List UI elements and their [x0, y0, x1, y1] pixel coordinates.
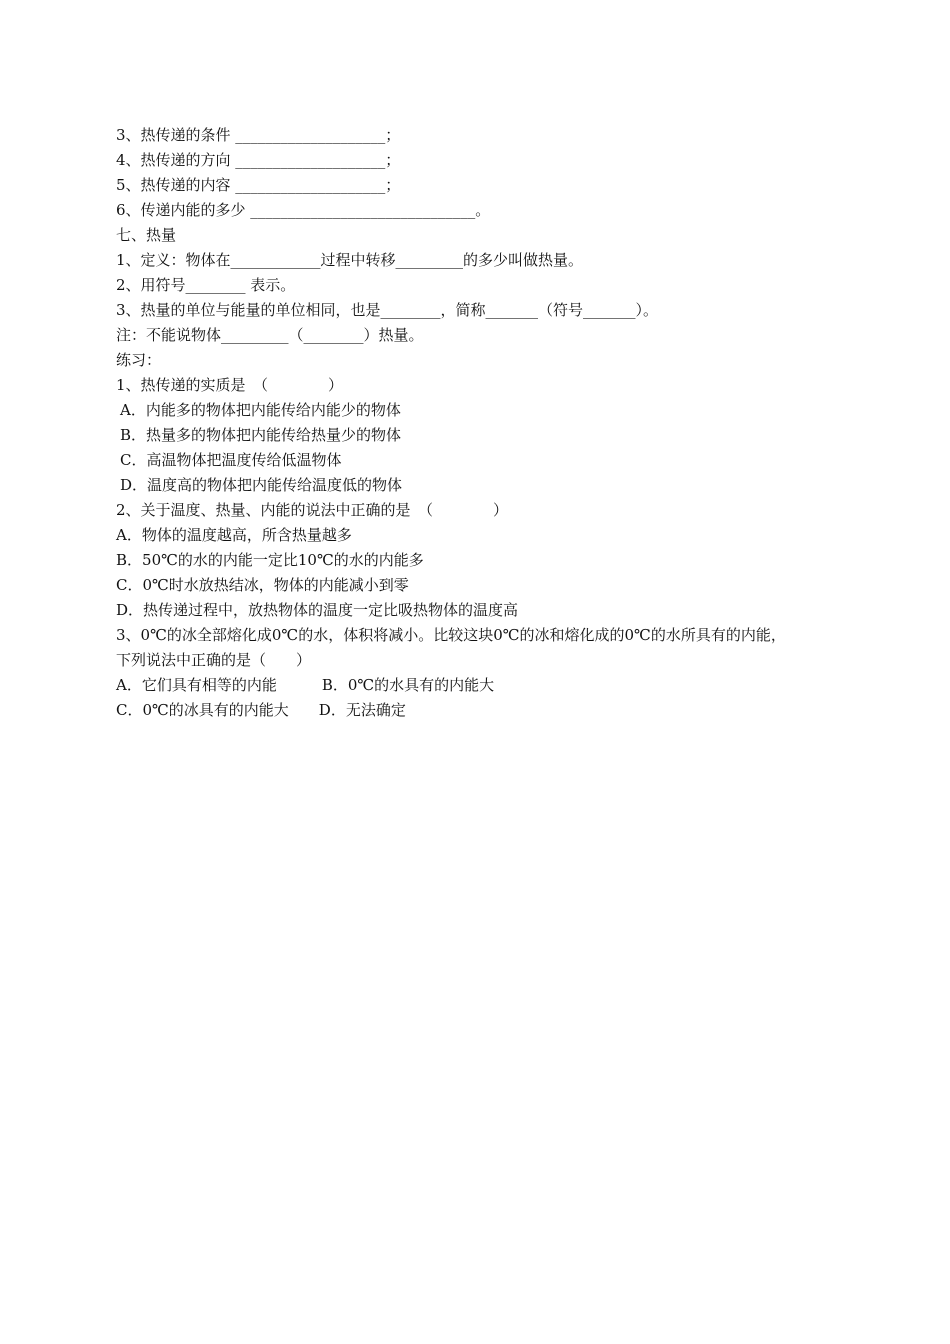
- exercise-1-option-c: C．高温物体把温度传给低温物体: [120, 451, 342, 469]
- heat-definition: 1、定义：物体在____________过程中转移_________的多少叫做热量。: [116, 251, 584, 269]
- exercise-2-option-b: B．50℃的水的内能一定比10℃的水的内能多: [116, 551, 424, 569]
- question-heat-transfer-content: 5、热传递的内容 ____________________；: [116, 176, 401, 194]
- heat-symbol: 2、用符号________ 表示。: [116, 276, 296, 294]
- exercise-2-question: 2、关于温度、热量、内能的说法中正确的是 （ ）: [116, 501, 509, 519]
- question-heat-transfer-direction: 4、热传递的方向 ____________________；: [116, 151, 401, 169]
- section-heading-heat: 七、热量: [116, 226, 177, 244]
- exercise-2-option-c: C．0℃时水放热结冰，物体的内能减小到零: [116, 576, 409, 594]
- document-body: [116, 123, 876, 723]
- exercise-3-options-ab: A．它们具有相等的内能 B．0℃的水具有的内能大: [116, 676, 495, 694]
- question-internal-energy-amount: 6、传递内能的多少 ______________________________。: [116, 201, 491, 219]
- exercise-1-question: 1、热传递的实质是 （ ）: [116, 376, 344, 394]
- exercise-3-question: 3、0℃的冰全部熔化成0℃的水，体积将减小。比较这块0℃的冰和熔化成的0℃的水所具有的内能，: [116, 626, 786, 644]
- exercise-1-option-b: B．热量多的物体把内能传给热量少的物体: [120, 426, 402, 444]
- exercise-2-option-d: D．热传递过程中，放热物体的温度一定比吸热物体的温度高: [116, 601, 519, 619]
- exercise-1-option-d: D．温度高的物体把内能传给温度低的物体: [120, 476, 403, 494]
- heat-unit: 3、热量的单位与能量的单位相同，也是________，简称_______（符号_______）。: [116, 301, 659, 319]
- heat-note: 注：不能说物体_________（________）热量。: [116, 326, 424, 344]
- exercise-3-question-continued: 下列说法中正确的是（ ）: [116, 651, 312, 669]
- exercise-3-options-cd: C．0℃的冰具有的内能大 D．无法确定: [116, 701, 406, 719]
- exercise-heading: 练习：: [116, 351, 162, 369]
- exercise-1-option-a: A．内能多的物体把内能传给内能少的物体: [120, 401, 401, 419]
- question-heat-transfer-condition: 3、热传递的条件 ____________________；: [116, 126, 401, 144]
- exercise-2-option-a: A．物体的温度越高，所含热量越多: [116, 526, 352, 544]
